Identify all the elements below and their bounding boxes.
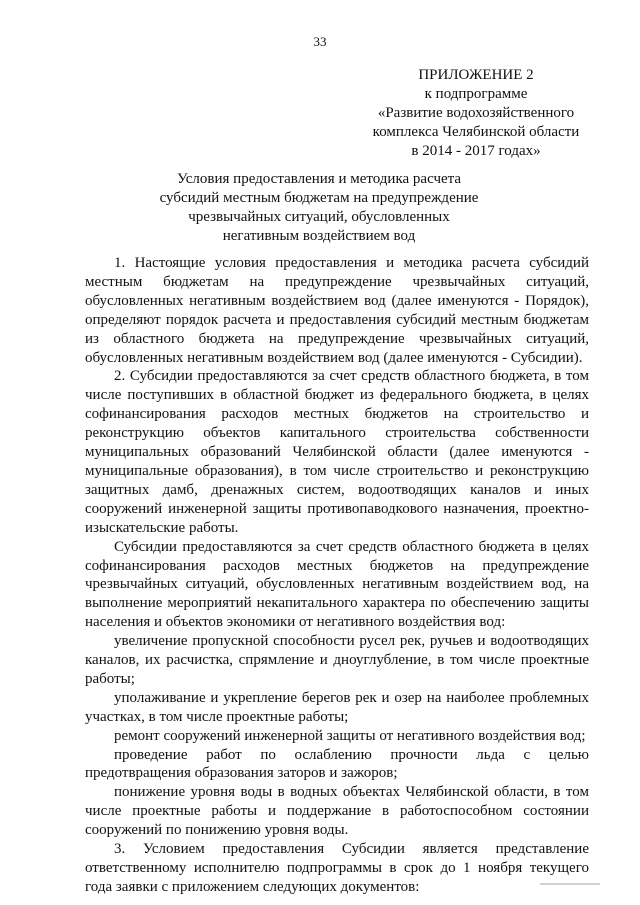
title-line-1: Условия предоставления и методика расчета [176,171,462,187]
page-number: 33 [313,34,327,49]
paragraph-2: 2. Субсидии предоставляются за счет средств областного бюджета, в том числе поступивших в областной бюджет из федерального бюджета, в целях софинансирования расходов местных бюджетов на строительство и реконструкцию объектов капитального строительства собственности муниципальных образований Челябинской области (далее именуются - муниципальные образования), в том числе строительство и реконструкцию защитных дамб, дренажных систем, водоотводящих каналов и иных сооружений инженерной защиты противопаводкового назначения, проектно-изыскательские работы. [85,368,589,536]
title-line-2: субсидий местным бюджетам на предупреждение [159,190,479,206]
paragraph-1: 1. Настоящие условия предоставления и методика расчета субсидий местным бюджетам на предупреждение чрезвычайных ситуаций, обусловленных негативным воздействием вод (далее именуются - Порядок), определяют порядок расчета и предоставления субсидий местным бюджетам из областного бюджета на предупреждение чрезвычайных ситуаций, обусловленных негативным воздействием вод (далее именуются - Субсидии). [85,255,589,366]
list-item: понижение уровня воды в водных объектах Челябинской области, в том числе проектные работы и поддержание в работоспособном состоянии сооружений по понижению уровня воды. [85,784,589,839]
title-line-3: чрезвычайных ситуаций, обусловленных [188,209,450,225]
appendix-line-2: к подпрограмме [424,86,528,102]
appendix-line-4: комплекса Челябинской области [372,124,580,140]
document-body [85,254,589,897]
appendix-header [360,66,592,161]
title-line-4: негативным воздействием вод [222,228,416,244]
document-title [100,170,538,246]
appendix-line-3: «Развитие водохозяйственного [377,105,575,121]
list-item: уполаживание и укрепление берегов рек и озер на наиболее проблемных участках, в том числе проектные работы; [85,689,589,725]
paragraph-3: Субсидии предоставляются за счет средств областного бюджета в целях софинансирования расходов местных бюджетов на предупреждение чрезвычайных ситуаций, обусловленных негативным воздействием вод, на выполнение мероприятий некапитального характера по обеспечению защиты населения и объектов экономики от негативного воздействия вод: [85,538,589,631]
scan-artifact-line [540,883,600,885]
list-item: проведение работ по ослаблению прочности льда с целью предотвращения образования заторов и зажоров; [85,746,589,782]
appendix-line-5: в 2014 - 2017 годах» [411,143,541,159]
appendix-line-1: ПРИЛОЖЕНИЕ 2 [418,67,534,83]
list-item: увеличение пропускной способности русел рек, ручьев и водоотводящих каналов, их расчистка, спрямление и дноуглубление, в том числе проектные работы; [85,633,589,687]
paragraph-3-condition: 3. Условием предоставления Субсидии является представление ответственному исполнителю подпрограммы в срок до 1 ноября текущего года заявки с приложением следующих документов: [85,841,589,895]
list-item: ремонт сооружений инженерной защиты от негативного воздействия вод; [114,727,586,744]
